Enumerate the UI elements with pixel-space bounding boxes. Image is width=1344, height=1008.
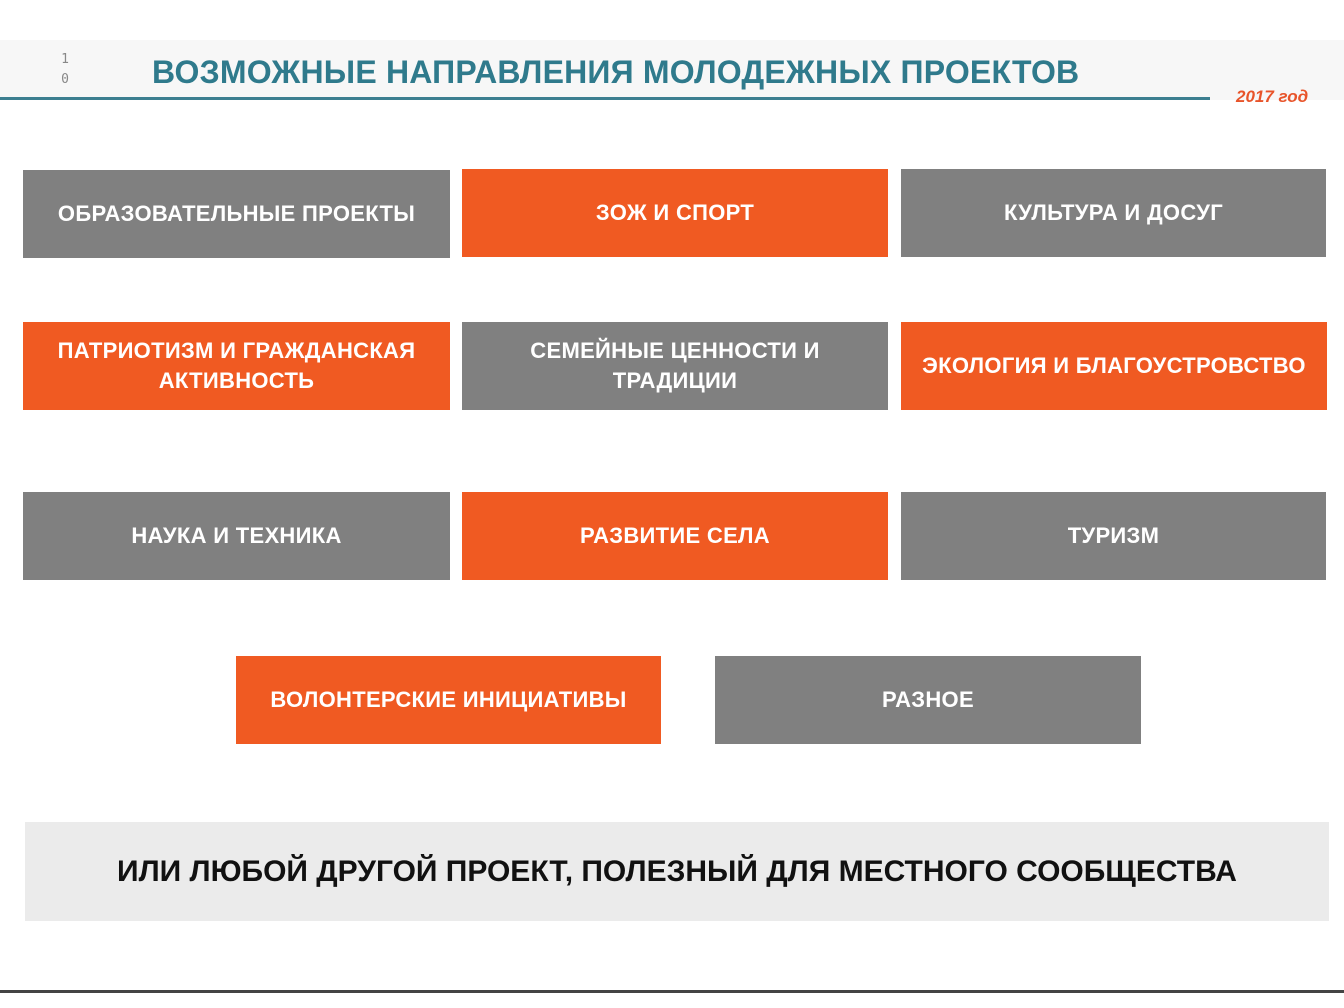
slide-number-digit-1: 1 [61,52,69,67]
page-title: ВОЗМОЖНЫЕ НАПРАВЛЕНИЯ МОЛОДЕЖНЫХ ПРОЕКТОВ [152,54,1080,90]
footer-note-text: ИЛИ ЛЮБОЙ ДРУГОЙ ПРОЕКТ, ПОЛЕЗНЫЙ ДЛЯ МЕСТНОГО СООБЩЕСТВА [117,854,1237,888]
tile-science-technology: НАУКА И ТЕХНИКА [23,492,450,580]
tile-rural-development: РАЗВИТИЕ СЕЛА [462,492,888,580]
year-label: 2017 год [1236,87,1309,106]
slide-number [58,50,72,90]
tile-healthy-lifestyle-sport: ЗОЖ И СПОРТ [462,169,888,257]
tile-educational-projects: ОБРАЗОВАТЕЛЬНЫЕ ПРОЕКТЫ [23,170,450,258]
tile-culture-leisure: КУЛЬТУРА И ДОСУГ [901,169,1326,257]
bottom-rule [0,990,1344,993]
title-underline [0,97,1210,100]
tile-volunteer-initiatives: ВОЛОНТЕРСКИЕ ИНИЦИАТИВЫ [236,656,661,744]
tile-miscellaneous: РАЗНОЕ [715,656,1141,744]
tile-tourism: ТУРИЗМ [901,492,1326,580]
tile-ecology-improvement: ЭКОЛОГИЯ И БЛАГОУСТРОВСТВО [901,322,1327,410]
slide-number-digit-2: 0 [61,72,69,87]
tile-patriotism-civic-activity: ПАТРИОТИЗМ И ГРАЖДАНСКАЯ АКТИВНОСТЬ [23,322,450,410]
footer-note [25,822,1329,921]
tile-family-values-traditions: СЕМЕЙНЫЕ ЦЕННОСТИ И ТРАДИЦИИ [462,322,888,410]
